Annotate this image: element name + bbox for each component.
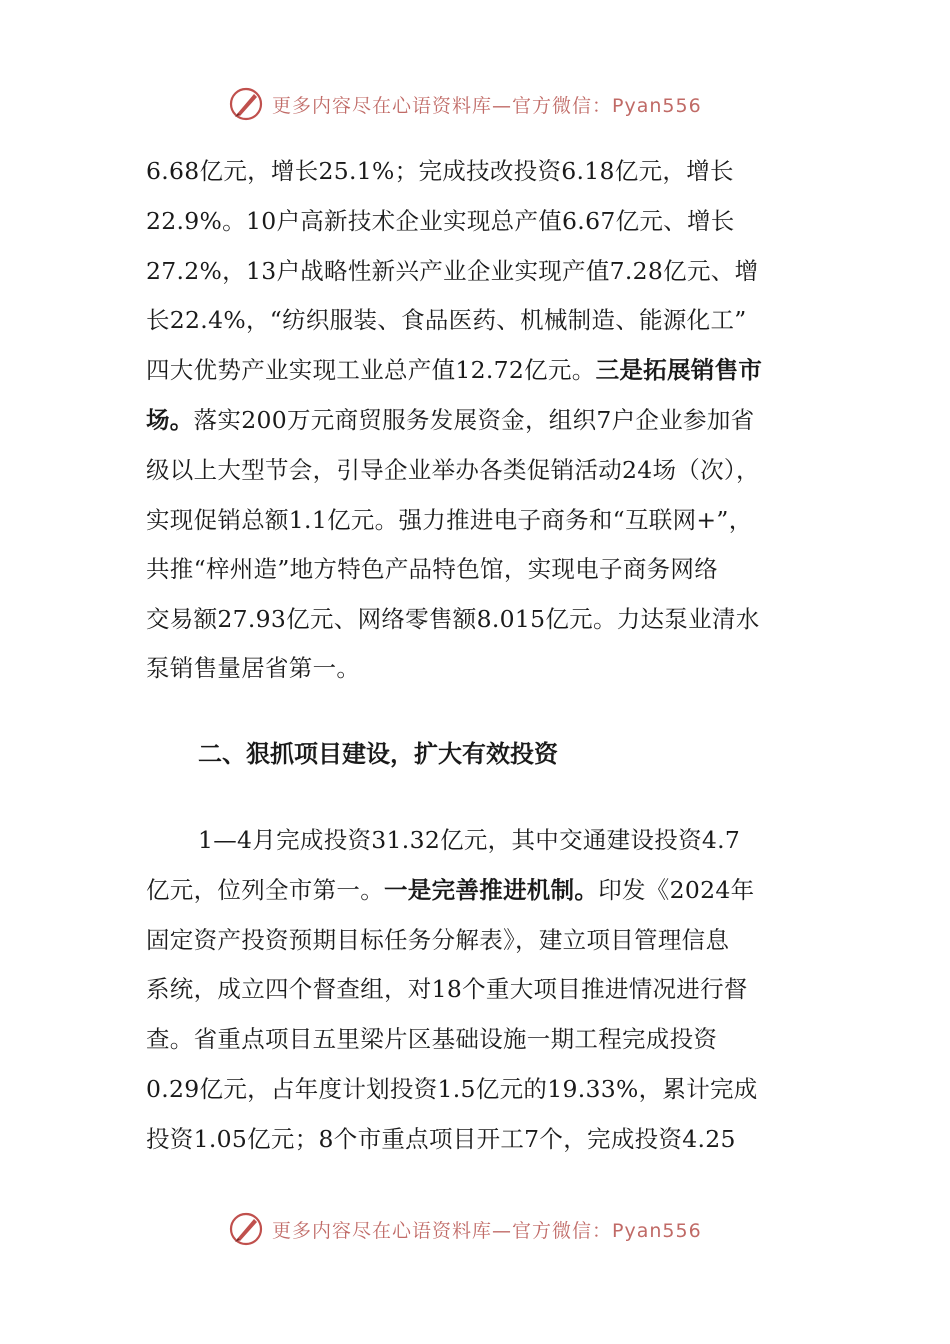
text-line xyxy=(146,354,762,386)
header-watermark-banner xyxy=(228,84,702,124)
text-line xyxy=(146,874,754,906)
text-run: 落实200万元商贸服务发展资金，组织7户企业参加省 xyxy=(193,406,755,434)
text-line: 固定资产投资预期目标任务分解表》，建立项目管理信息 xyxy=(146,926,730,954)
text-line: 交易额27.93亿元、网络零售额8.015亿元。力达泵业清水 xyxy=(146,605,760,633)
banner-text: 更多内容尽在心语资料库—官方微信：Pyan556 xyxy=(272,1219,702,1242)
text-line: 22.9%。10户高新技术企业实现总产值6.67亿元、增长 xyxy=(146,207,735,235)
text-run: 四大优势产业实现工业总产值12.72亿元。 xyxy=(146,356,596,384)
text-run: 亿元，位列全市第一。 xyxy=(146,876,384,904)
quill-pen-logo-icon xyxy=(228,1211,264,1247)
text-line: 0.29亿元，占年度计划投资1.5亿元的19.33%，累计完成 xyxy=(146,1075,758,1103)
text-line: 查。省重点项目五里梁片区基础设施一期工程完成投资 xyxy=(146,1025,718,1053)
section-heading: 二、狠抓项目建设，扩大有效投资 xyxy=(198,739,558,768)
text-run: 印发《2024年 xyxy=(598,876,755,904)
text-line: 6.68亿元，增长25.1%；完成技改投资6.18亿元，增长 xyxy=(146,157,734,185)
text-line: 共推“梓州造”地方特色产品特色馆，实现电子商务网络 xyxy=(146,555,719,583)
banner-text: 更多内容尽在心语资料库—官方微信：Pyan556 xyxy=(272,94,702,117)
text-line: 1—4月完成投资31.32亿元，其中交通建设投资4.7 xyxy=(198,826,741,854)
text-line: 泵销售量居省第一。 xyxy=(146,654,361,682)
footer-watermark-banner xyxy=(228,1209,702,1249)
text-line xyxy=(146,404,754,436)
bold-point-title: 三是拓展销售市 xyxy=(595,356,763,384)
text-line: 投资1.05亿元；8个市重点项目开工7个，完成投资4.25 xyxy=(146,1125,736,1153)
text-line: 系统，成立四个督查组，对18个重大项目推进情况进行督 xyxy=(146,975,748,1003)
text-line: 27.2%，13户战略性新兴产业企业实现产值7.28亿元、增 xyxy=(146,257,759,285)
text-line: 级以上大型节会，引导企业举办各类促销活动24场（次）， xyxy=(146,456,760,484)
bold-point-title: 一是完善推进机制。 xyxy=(384,876,599,904)
text-line: 实现促销总额1.1亿元。强力推进电子商务和“互联网+”， xyxy=(146,506,753,534)
bold-point-title: 场。 xyxy=(146,406,194,434)
text-line: 长22.4%，“纺织服装、食品医药、机械制造、能源化工” xyxy=(146,306,747,334)
quill-pen-logo-icon xyxy=(228,86,264,122)
